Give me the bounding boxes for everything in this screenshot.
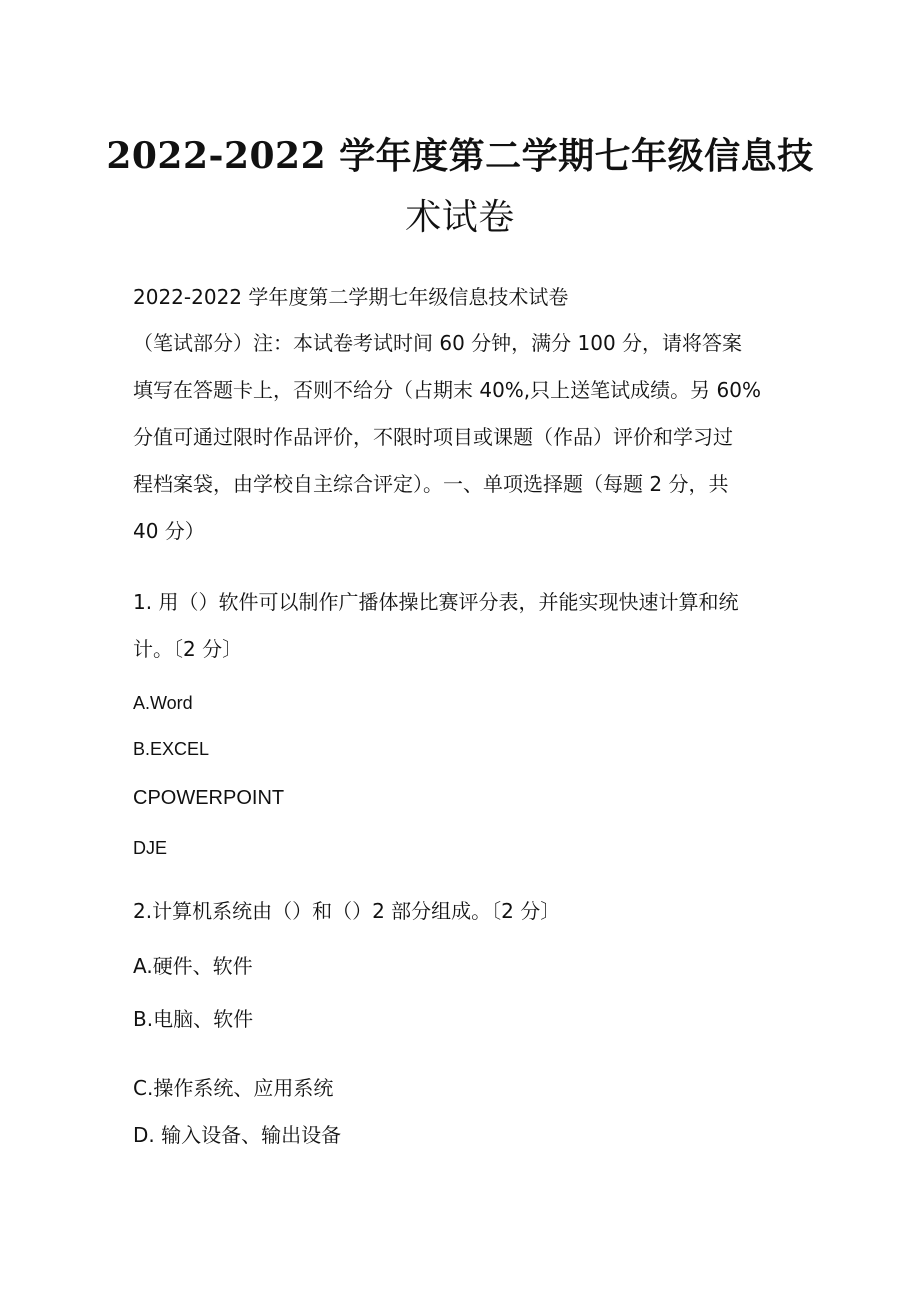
question-2-option-c: C.操作系统、应用系统 (133, 1076, 334, 1100)
intro-line-4: 程档案袋，由学校自主综合评定）。一、单项选择题（每题 2 分，共 (133, 472, 729, 496)
document-title-line-2: 术试卷 (405, 197, 515, 238)
question-1-option-b: B.EXCEL (133, 739, 210, 759)
intro-line-5: 40 分） (133, 519, 205, 543)
question-1-stem-line-2: 计。〔2 分〕 (133, 637, 243, 661)
question-2-stem: 2.计算机系统由（）和（）2 部分组成。〔2 分〕 (133, 899, 561, 923)
question-2-option-b: B.电脑、软件 (133, 1007, 254, 1031)
document-subtitle: 2022-2022 学年度第二学期七年级信息技术试卷 (133, 285, 569, 309)
question-2-option-d: D. 输入设备、输出设备 (133, 1123, 342, 1147)
intro-line-1: （笔试部分）注：本试卷考试时间 60 分钟，满分 100 分，请将答案 (133, 331, 743, 355)
question-1-option-c: CPOWERPOINT (133, 787, 285, 809)
document-title-line-1: 2022-2022 学年度第二学期七年级信息技 (106, 135, 814, 177)
question-1-option-a: A.Word (133, 693, 193, 713)
question-2-option-a: A.硬件、软件 (133, 954, 253, 978)
question-1-option-d: DJE (133, 838, 168, 858)
intro-line-2: 填写在答题卡上，否则不给分（占期末 40%,只上送笔试成绩。另 60% (133, 378, 761, 402)
question-1-stem-line-1: 1. 用（）软件可以制作广播体操比赛评分表，并能实现快速计算和统 (133, 590, 739, 614)
intro-line-3: 分值可通过限时作品评价，不限时项目或课题（作品）评价和学习过 (133, 425, 733, 449)
